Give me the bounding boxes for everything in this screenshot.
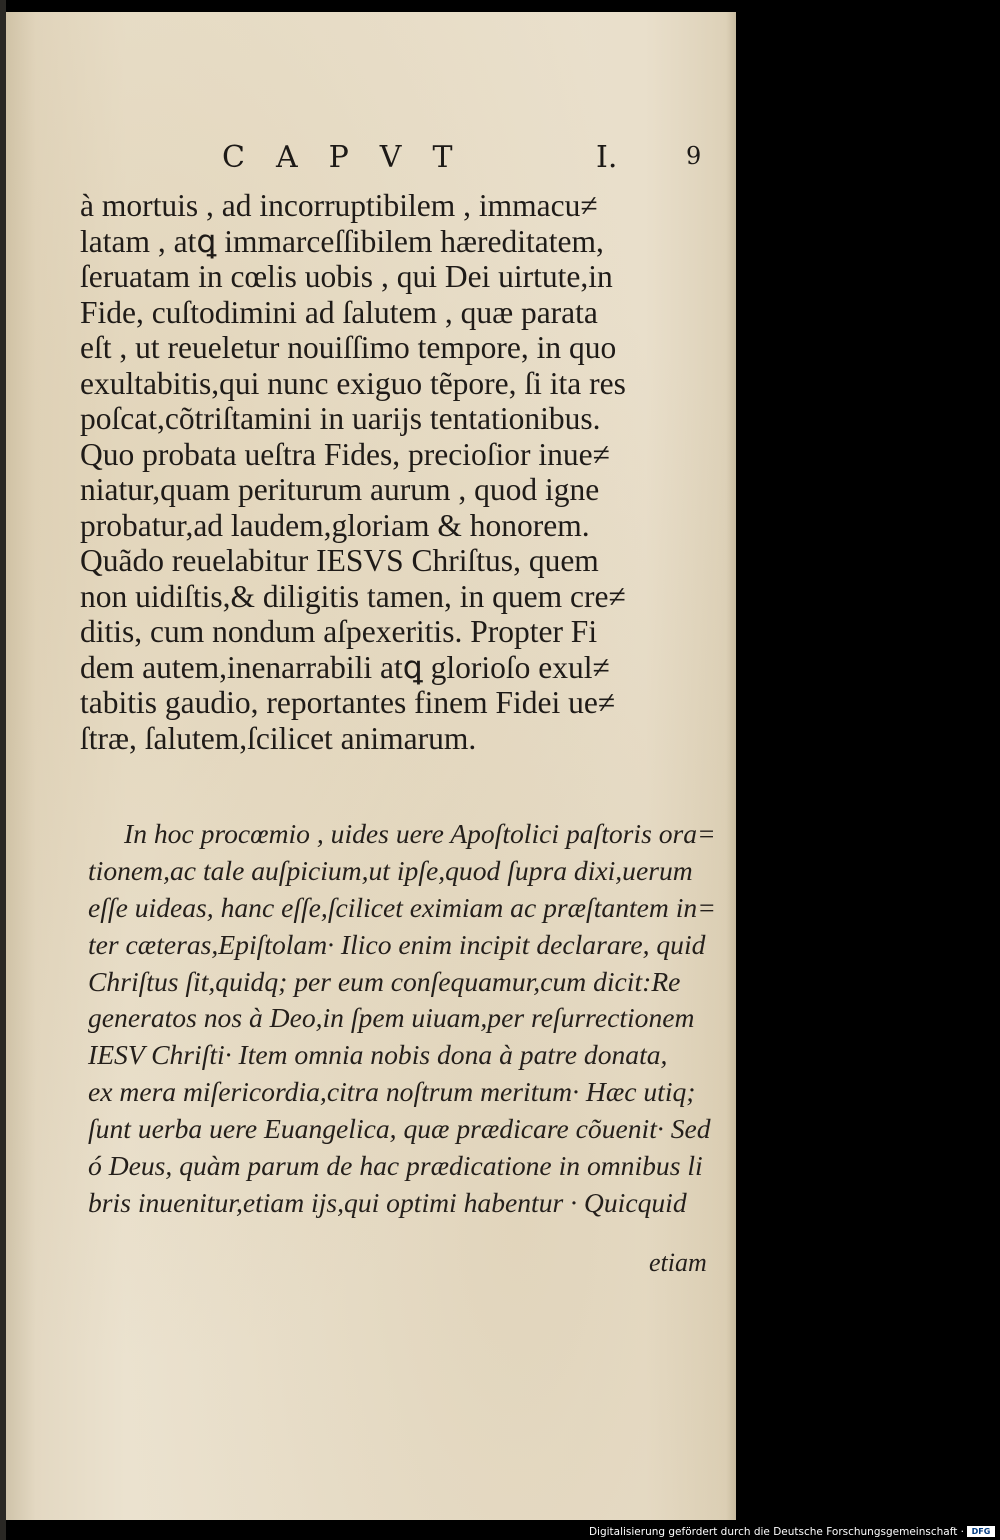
commentary-text-block (88, 816, 728, 1222)
scripture-text-block (80, 188, 720, 756)
text-line: tabitis gaudio, reportantes finem Fidei ue≠ (80, 685, 616, 720)
commentary-line: ex mera miſericordia,citra noſtrum meritum· Hæc utiq; (88, 1076, 696, 1108)
folio-number: 9 (686, 142, 702, 170)
text-line: ditis, cum nondum aſpexeritis. Propter Fi (80, 614, 598, 649)
chapter-number: I. (596, 140, 618, 175)
commentary-line: tionem,ac tale auſpicium,ut ipſe,quod ſupra dixi,uerum (88, 854, 693, 886)
commentary-line: ſunt uerba uere Euangelica, quæ prædicare cõuenit· Sed (88, 1113, 711, 1145)
text-line: Quãdo reuelabitur IESVS Chriſtus, quem (80, 543, 599, 578)
digitization-credit: Digitalisierung gefördert durch die Deutsche Forschungsgemeinschaft · (588, 1526, 964, 1538)
running-title: CAPVT (222, 140, 484, 175)
text-line: poſcat,cõtriſtamini in uarijs tentationibus. (80, 401, 601, 436)
text-line: Quo probata ueſtra Fides, precioſior inue≠ (80, 436, 610, 472)
text-line: eſt , ut reueletur nouiſſimo tempore, in quo (80, 330, 617, 365)
commentary-line: IESV Chriſti· Item omnia nobis dona à patre donata, (88, 1039, 668, 1071)
text-line: ſeruatam in cœlis uobis , qui Dei uirtute,in (80, 259, 613, 294)
book-page (6, 12, 736, 1520)
commentary-line: In hoc procœmio , uides uere Apoſtolici paſtoris ora= (124, 818, 716, 849)
commentary-line: bris inuenitur,etiam ijs,qui optimi habentur · Quicquid (88, 1186, 687, 1218)
commentary-line: ter cæteras,Epiſtolam· Ilico enim incipit declarare, quid (88, 928, 706, 960)
running-header (222, 140, 722, 176)
text-line: dem autem,inenarrabili atꝗ glorioſo exul≠ (80, 649, 610, 685)
text-line: ſtræ, ſalutem,ſcilicet animarum. (80, 720, 477, 756)
commentary-line: ó Deus, quàm parum de hac prædicatione in omnibus li (88, 1150, 703, 1182)
text-line: à mortuis , ad incorruptibilem , immacu≠ (80, 188, 598, 223)
text-line: non uidiſtis,& diligitis tamen, in quem cre≠ (80, 578, 626, 614)
commentary-line: eſſe uideas, hanc eſſe,ſcilicet eximiam ac præſtantem in= (88, 891, 716, 923)
text-line: latam , atꝗ immarceſſibilem hæreditatem, (80, 223, 604, 259)
catchword: etiam (649, 1248, 707, 1277)
text-line: probatur,ad laudem,gloriam & honorem. (80, 507, 590, 543)
commentary-line: Chriſtus ſit,quidq; per eum conſequamur,cum dicit:Re (88, 965, 681, 997)
text-line: exultabitis,qui nunc exiguo tẽpore, ſi ita res (80, 365, 626, 401)
commentary-line: generatos nos à Deo,in ſpem uiuam,per reſurrectionem (88, 1002, 695, 1034)
dfg-logo: DFG (967, 1526, 995, 1537)
text-line: Fide, cuſtodimini ad ſalutem , quæ parata (80, 294, 598, 330)
text-line: niatur,quam periturum aurum , quod igne (80, 472, 600, 507)
